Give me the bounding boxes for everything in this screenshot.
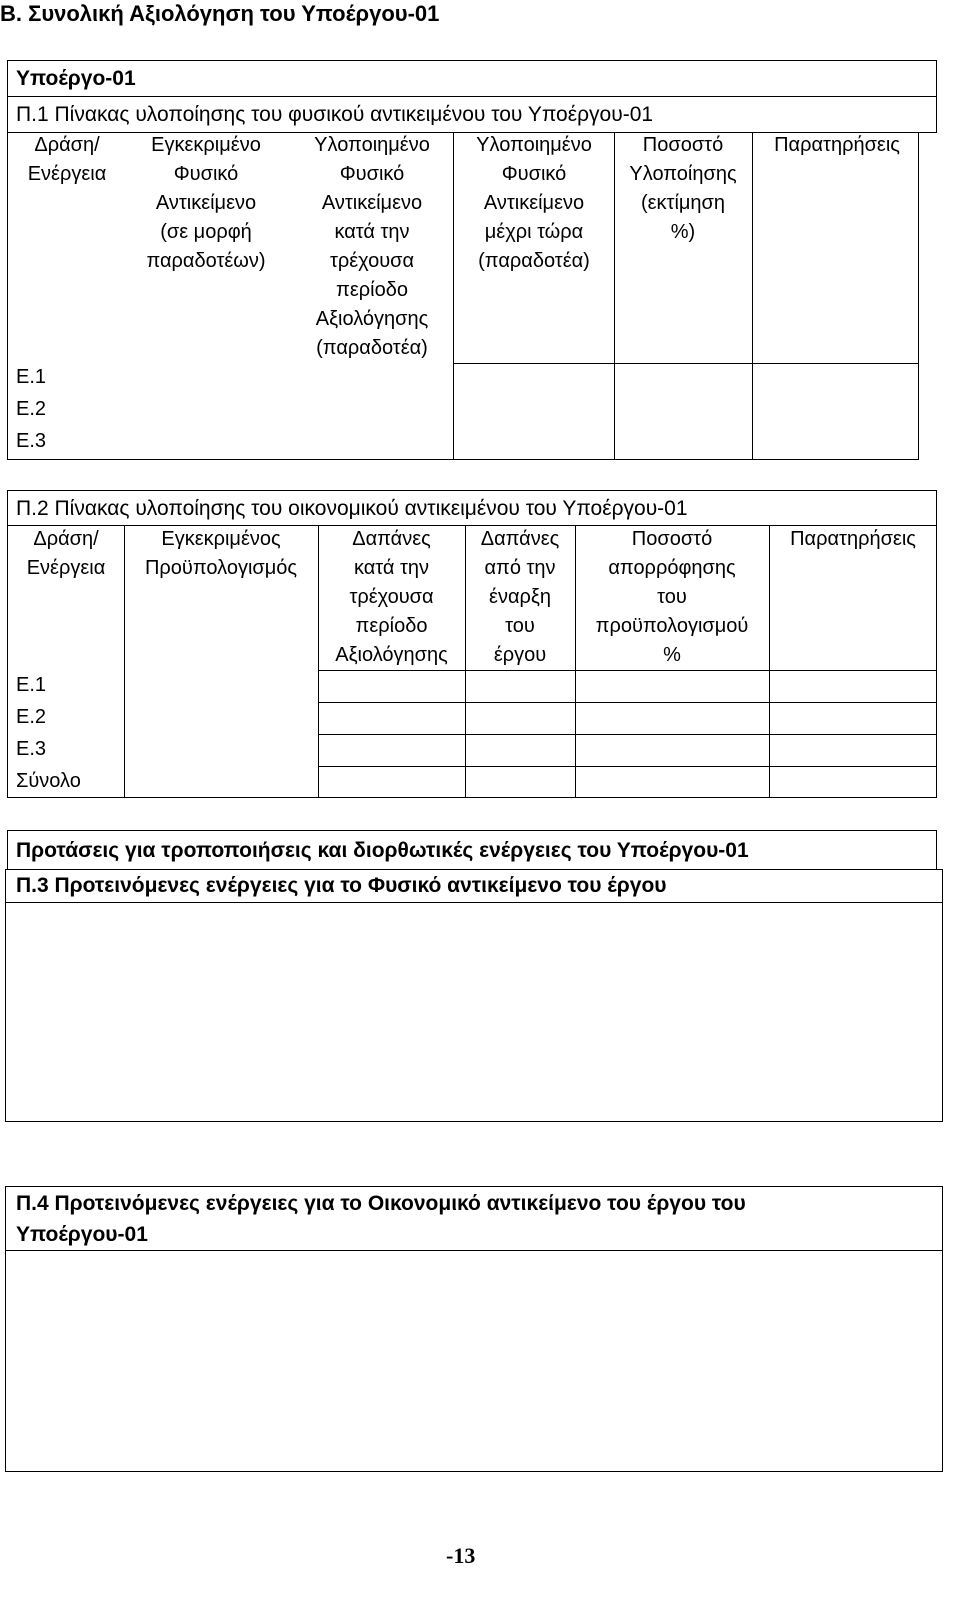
section-title: Β. Συνολική Αξιολόγηση του Υποέργου-01 xyxy=(0,1,440,26)
p3-title: Π.3 Προτεινόμενες ενέργειες για το Φυσικό αντικείμενο του έργου xyxy=(16,874,667,897)
t2-header-budget: Εγκεκριμένος Προϋπολογισμός xyxy=(144,528,298,579)
t1-header-current-period: Υλοποιημένο Φυσικό Αντικείμενο κατά την τρέχουσα περίοδο Αξιολόγησης (παραδοτέα) xyxy=(314,134,430,359)
t1-row-e2: Ε.2 xyxy=(16,398,47,420)
p4-text-area[interactable] xyxy=(5,1250,943,1472)
p3-text-area[interactable] xyxy=(5,902,943,1122)
table1-title: Π.1 Πίνακας υλοποίησης του φυσικού αντικειμένου του Υποέργου-01 xyxy=(16,103,654,126)
t2-header-remarks: Παρατηρήσεις xyxy=(790,528,916,550)
t2-header-absorption: Ποσοστό απορρόφησης του προϋπολογισμού % xyxy=(595,528,749,666)
subproject-frame xyxy=(7,60,937,97)
t1-header-until-now: Υλοποιημένο Φυσικό Αντικείμενο μέχρι τώρα (παραδοτέα) xyxy=(476,134,592,272)
t1-header-action: Δράση/ Ενέργεια xyxy=(27,134,107,185)
subproject-label: Υποέργο-01 xyxy=(16,67,136,90)
table2-title: Π.2 Πίνακας υλοποίησης του οικονομικού αντικειμένου του Υποέργου-01 xyxy=(16,497,688,520)
t1-row-e1: Ε.1 xyxy=(16,366,47,388)
proposals-title: Προτάσεις για τροποποιήσεις και διορθωτικές ενέργειες του Υποέργου-01 xyxy=(16,839,749,862)
p4-title: Π.4 Προτεινόμενες ενέργειες για το Οικονομικό αντικείμενο του έργου του Υποέργου-01 xyxy=(16,1192,746,1246)
t2-row-total: Σύνολο xyxy=(16,770,81,792)
t2-header-action: Δράση/ Ενέργεια xyxy=(26,528,106,579)
t2-row-e2: Ε.2 xyxy=(16,706,47,728)
t2-header-current-expenses: Δαπάνες κατά την τρέχουσα περίοδο Αξιολόγησης xyxy=(335,528,448,666)
t1-header-remarks: Παρατηρήσεις xyxy=(774,134,900,156)
t2-row-e1: Ε.1 xyxy=(16,674,47,696)
page-number: -13 xyxy=(446,1543,476,1568)
t1-header-percentage: Ποσοστό Υλοποίησης (εκτίμηση %) xyxy=(629,134,737,243)
t1-header-approved: Εγκεκριμένο Φυσικό Αντικείμενο (σε μορφή παραδοτέων) xyxy=(146,134,266,272)
t2-row-e3: Ε.3 xyxy=(16,738,47,760)
t2-header-expenses-since-start: Δαπάνες από την έναρξη του έργου xyxy=(480,528,560,666)
t1-row-e3: Ε.3 xyxy=(16,430,47,452)
